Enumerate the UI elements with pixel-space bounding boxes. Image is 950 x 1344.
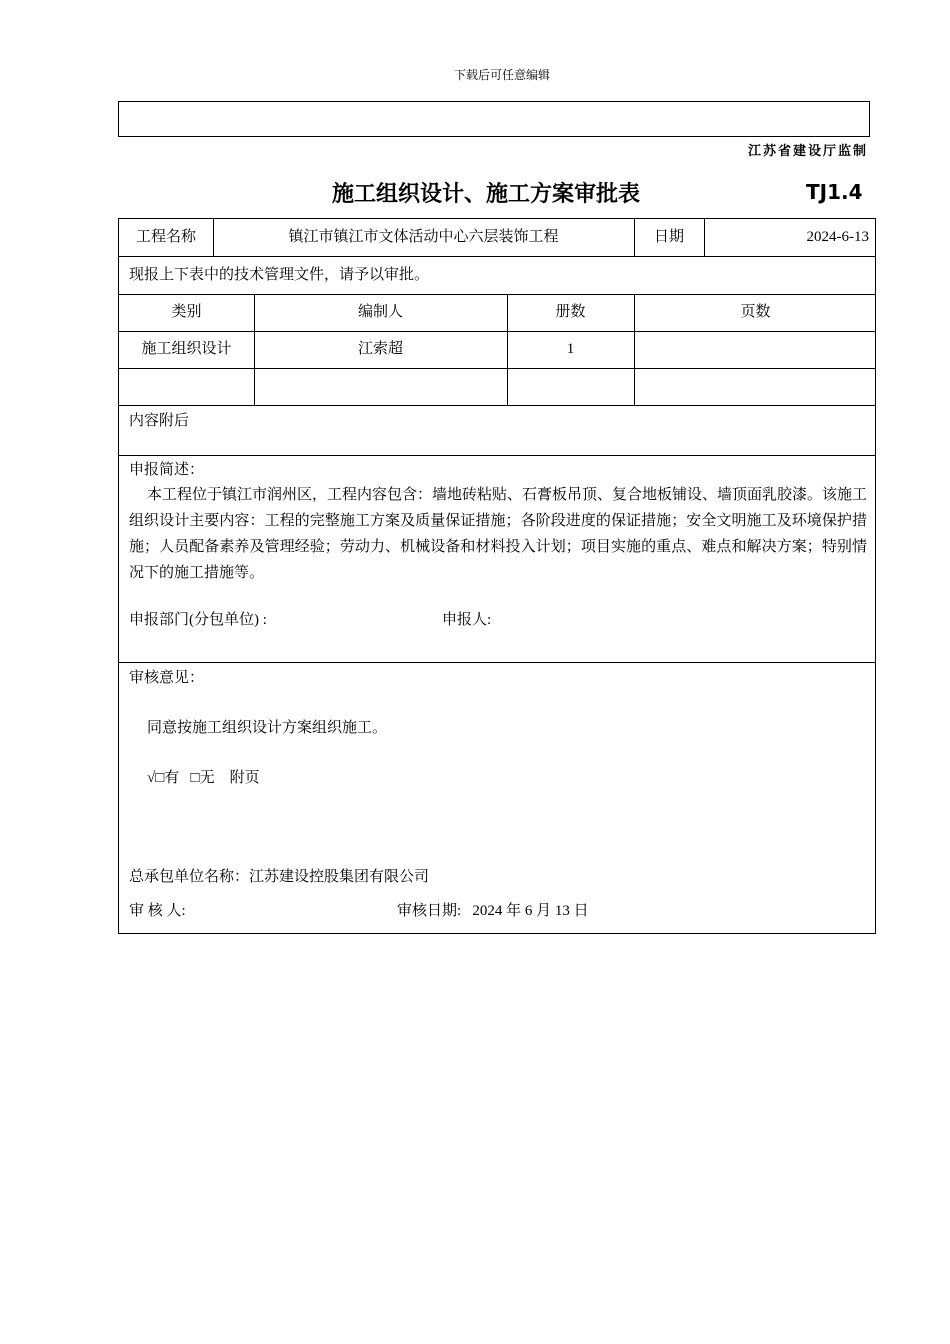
table-header-category: 类别	[171, 304, 202, 320]
check-mark-icon: √	[147, 770, 156, 786]
table-cell-volumes: 1	[566, 341, 575, 357]
document-code: TJ1.4	[806, 180, 863, 204]
report-heading: 申报简述：	[129, 462, 205, 478]
header-note: 下载后可任意编辑	[453, 68, 550, 82]
option-yes: □有	[155, 770, 180, 786]
table-cell-category: 施工组织设计	[141, 341, 232, 357]
review-heading: 审核意见：	[129, 670, 205, 686]
contractor-line	[129, 865, 429, 886]
reviewer-label: 审 核 人:	[129, 903, 186, 919]
contractor-label: 总承包单位名称：	[129, 869, 250, 885]
table-cell-author: 江索超	[357, 341, 403, 357]
reporter-label: 申报人:	[442, 612, 492, 628]
review-date-label: 审核日期:	[397, 903, 462, 919]
table-header-pages: 页数	[740, 304, 771, 320]
contractor-value: 江苏建设控股集团有限公司	[249, 869, 430, 885]
review-date-value: 2024 年 6 月 13 日	[472, 903, 589, 919]
approval-form	[118, 218, 876, 934]
attachment-note: 内容附后	[129, 413, 190, 429]
document-title: 施工组织设计、施工方案审批表	[332, 182, 641, 207]
date-value: 2024-6-13	[806, 229, 869, 245]
report-body: 本工程位于镇江市润州区，工程内容包含：墙地砖粘贴、石膏板吊顶、复合地板铺设、墙顶面乳胶漆。该施工组织设计主要内容：工程的完整施工方案及质量保证措施；各阶段进度的保证措施；安全文明施工及环境保护措施；人员配备素养及管理经验；劳动力、机械设备和材料投入计划；项目实施的重点、难点和解决方案；特别情况下的施工措施等。	[129, 487, 868, 581]
date-label: 日期	[653, 229, 684, 245]
row-divider	[119, 455, 875, 456]
row-divider	[119, 662, 875, 663]
report-department-label: 申报部门(分包单位) :	[129, 612, 267, 628]
submission-note: 现报上下表中的技术管理文件，请予以审批。	[129, 267, 430, 283]
project-name-label: 工程名称	[135, 229, 196, 245]
table-header-author: 编制人	[357, 304, 403, 320]
attachment-options	[147, 766, 260, 787]
review-date-line	[397, 899, 589, 920]
table-header-volumes: 册数	[555, 304, 586, 320]
row-divider	[119, 405, 875, 406]
review-opinion: 同意按施工组织设计方案组织施工。	[147, 720, 388, 736]
row-divider	[119, 368, 875, 369]
supervisor-note: 江苏省建设厅监制	[747, 144, 868, 159]
attachment-pages-label: 附页	[229, 770, 260, 786]
option-no: □无	[190, 770, 215, 786]
top-blank-box	[118, 101, 870, 137]
project-name-value: 镇江市镇江市文体活动中心六层装饰工程	[288, 229, 559, 245]
